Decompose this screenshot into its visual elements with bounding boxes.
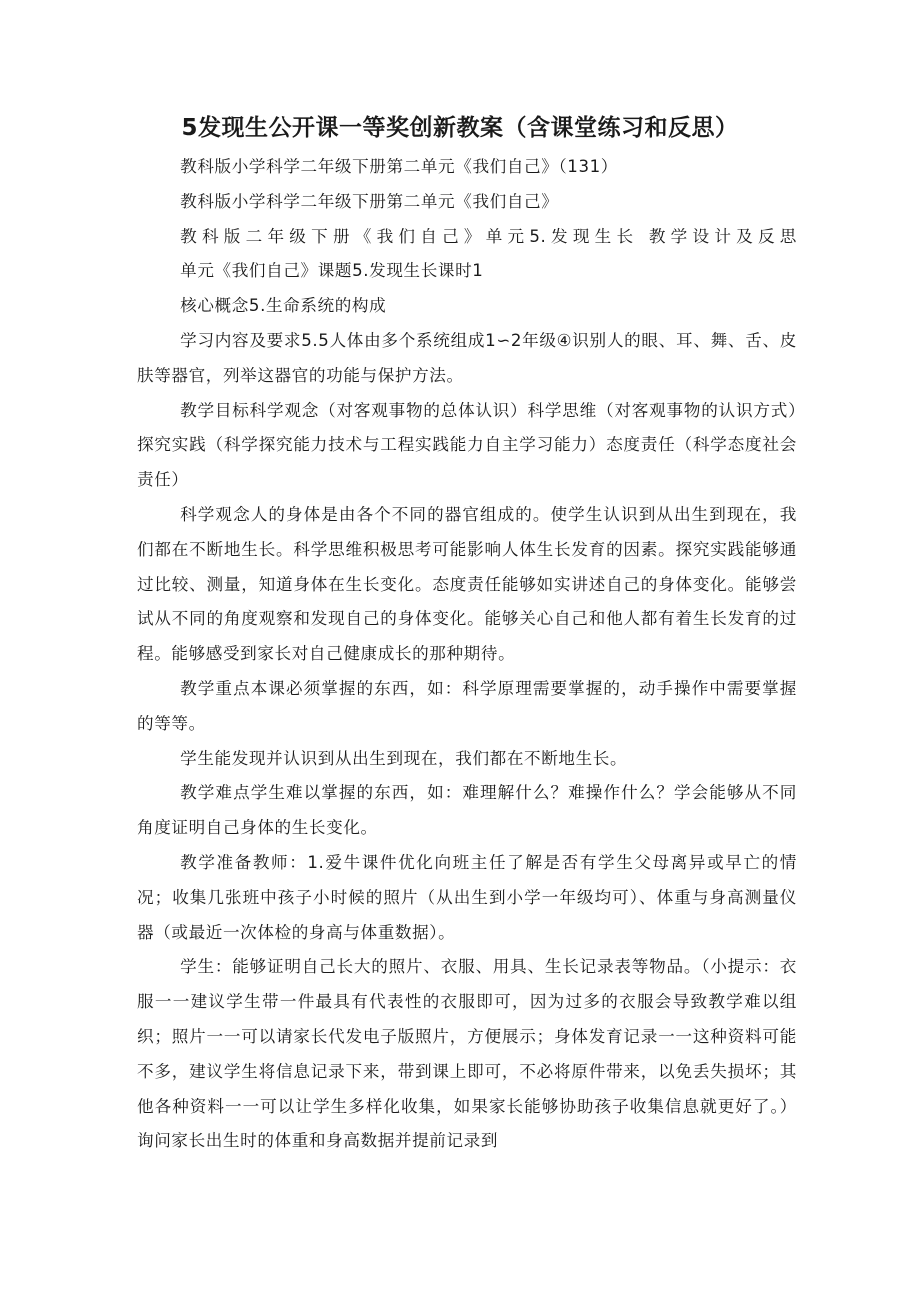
paragraph-textbook-ref-2: 教科版小学科学二年级下册第二单元《我们自己》	[180, 191, 559, 211]
paragraph-learning-content: 学习内容及要求5.5人体由多个系统组成1∽2年级④识别人的眼、耳、舞、舌、皮肤等器官，列举这器官的功能与保护方法。	[137, 330, 797, 385]
paragraph-core-concept: 核心概念5.生命系统的构成	[180, 296, 387, 316]
paragraph-unit-info: 单元《我们自己》课题5.发现生长课时1	[180, 261, 484, 281]
document-title: 5发现生公开课一等奖创新教案（含课堂练习和反思）	[181, 115, 739, 141]
paragraph-key-point-detail: 学生能发现并认识到从出生到现在，我们都在不断地生长。	[180, 748, 628, 768]
paragraph-scientific-concept: 科学观念人的身体是由各个不同的器官组成的。使学生认识到从出生到现在，我们都在不断地生长。科学思维积极思考可能影响人体生长发育的因素。探究实践能够通过比较、测量，知道身体在生长变化。态度责任能够如实讲述自己的身体变化。能够尝试从不同的角度观察和发现自己的身体变化。能够关心自己和他人都有着生长发育的过程。能够感受到家长对自己健康成长的那种期待。	[137, 504, 797, 664]
paragraph-difficulties: 教学难点学生难以掌握的东西，如：难理解什么？难操作什么？学会能够从不同角度证明自己身体的生长变化。	[137, 783, 797, 838]
paragraph-design-heading: 教科版二年级下册《我们自己》单元5.发现生长 教学设计及反思	[180, 226, 797, 246]
document-body	[137, 150, 797, 1159]
paragraph-teacher-preparation: 教学准备教师：1.爱牛课件优化向班主任了解是否有学生父母离异或早亡的情况；收集几张班中孩子小时候的照片（从出生到小学一年级均可）、体重与身高测量仪器（或最近一次体检的身高与体重数据）。	[137, 852, 797, 942]
paragraph-teaching-goals: 教学目标科学观念（对客观事物的总体认识）科学思维（对客观事物的认识方式）探究实践（科学探究能力技术与工程实践能力自主学习能力）态度责任（科学态度社会责任）	[137, 400, 797, 490]
paragraph-student-preparation: 学生：能够证明自己长大的照片、衣服、用具、生长记录表等物品。（小提示：衣服一一建议学生带一件最具有代表性的衣服即可，因为过多的衣服会导致教学难以组织；照片一一可以请家长代发电子版照片，方便展示；身体发育记录一一这种资料可能不多，建议学生将信息记录下来，带到课上即可，不必将原件带来，以免丢失损坏；其他各种资料一一可以让学生多样化收集，如果家长能够协助孩子收集信息就更好了。）询问家长出生时的体重和身高数据并提前记录到	[137, 957, 797, 1151]
paragraph-textbook-ref-1: 教科版小学科学二年级下册第二单元《我们自己》（131）	[180, 157, 618, 176]
paragraph-key-points: 教学重点本课必须掌握的东西，如：科学原理需要掌握的，动手操作中需要掌握的等等。	[137, 678, 797, 733]
